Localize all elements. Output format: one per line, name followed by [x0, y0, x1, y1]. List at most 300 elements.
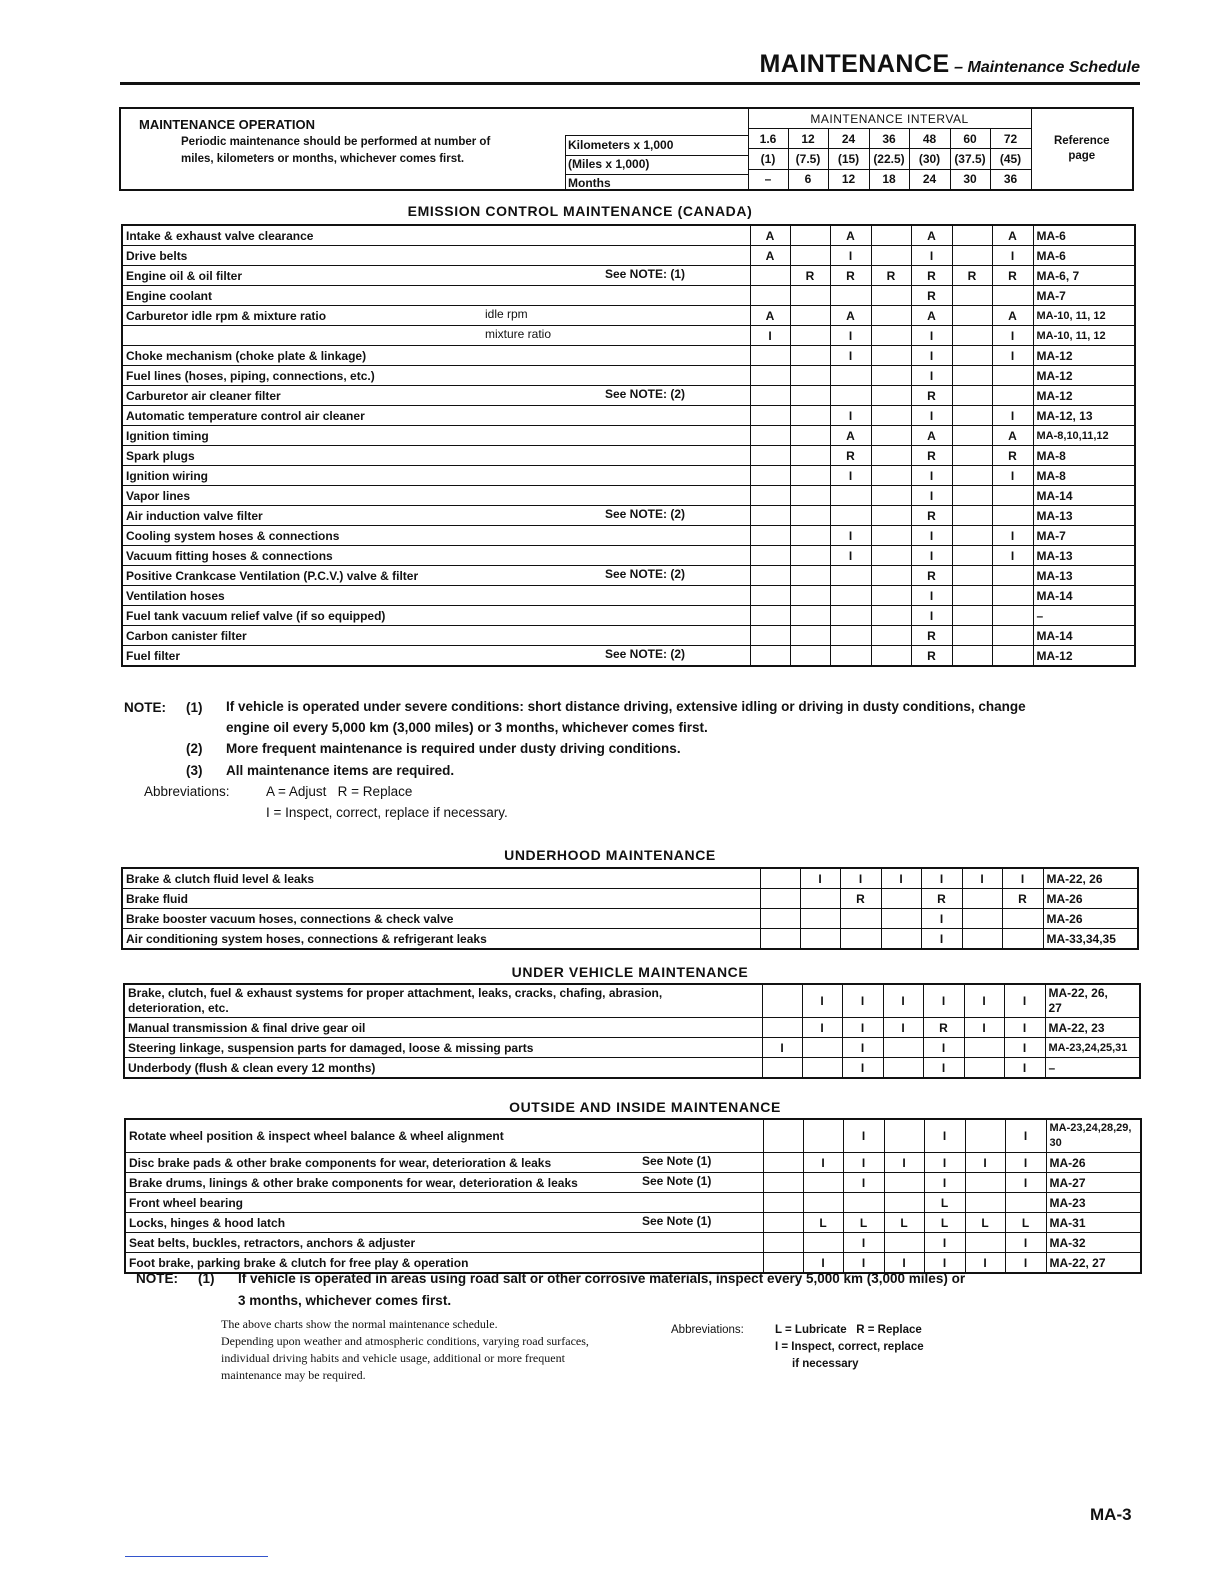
miles-value: (37.5)	[950, 149, 990, 169]
table-row	[122, 446, 1135, 466]
item-cell	[122, 426, 750, 446]
item-cell	[124, 1018, 762, 1038]
reference-page: MA-10, 11, 12	[1036, 309, 1106, 322]
item-cell	[125, 1153, 763, 1173]
footer-abbr-3: if necessary	[792, 1358, 859, 1370]
item-label: Front wheel bearing	[129, 1195, 244, 1210]
outside-inside-section-title: OUTSIDE AND INSIDE MAINTENANCE	[509, 1099, 781, 1115]
interval-cell	[871, 526, 911, 546]
interval-cell: I	[924, 1173, 965, 1193]
footer-abbr-label: Abbreviations:	[671, 1324, 744, 1336]
interval-cell	[830, 486, 871, 506]
item-cell	[122, 266, 750, 286]
footer-line-1: The above charts show the normal maintenance schedule.	[221, 1317, 498, 1331]
reference-page: MA-26	[1046, 911, 1083, 926]
footer-line-4: maintenance may be required.	[221, 1368, 366, 1382]
interval-cell: A	[911, 225, 952, 246]
interval-cell: I	[992, 246, 1033, 266]
interval-cell: I	[911, 586, 952, 606]
item-label-line-2: deterioration, etc.	[128, 1001, 229, 1015]
reference-page: MA-12	[1036, 388, 1073, 403]
interval-cell	[762, 1058, 802, 1079]
item-cell	[122, 526, 750, 546]
interval-cell: A	[830, 426, 871, 446]
table-row	[122, 366, 1135, 386]
km-value: 36	[869, 129, 909, 149]
reference-page: –	[1036, 608, 1044, 623]
reference-page-cell	[1033, 366, 1135, 386]
months-value: 12	[828, 169, 869, 190]
interval-cell: I	[924, 1233, 965, 1253]
page-title-main: MAINTENANCE	[759, 50, 950, 78]
reference-page-cell	[1033, 506, 1135, 526]
table-row	[122, 486, 1135, 506]
interval-cell: R	[911, 386, 952, 406]
interval-cell	[992, 506, 1033, 526]
reference-page-cell	[1033, 486, 1135, 506]
interval-cell: A	[750, 246, 790, 266]
table-row	[124, 1058, 1140, 1079]
interval-cell	[964, 1038, 1004, 1058]
interval-cell	[760, 868, 800, 889]
interval-cell	[750, 346, 790, 366]
item-cell	[122, 286, 750, 306]
reference-page: –	[1048, 1060, 1056, 1075]
miles-value: (22.5)	[869, 149, 909, 169]
interval-cell: I	[762, 1038, 802, 1058]
interval-cell	[881, 889, 921, 909]
item-label: Disc brake pads & other brake components for wear, deterioration & leaks	[129, 1155, 552, 1170]
note2-1-text-b: 3 months, whichever comes first.	[238, 1293, 452, 1308]
interval-cell	[843, 1193, 884, 1213]
interval-cell: I	[1004, 1058, 1045, 1079]
interval-cell: I	[750, 326, 790, 346]
operation-cell	[120, 108, 748, 190]
item-label: Drive belts	[126, 248, 188, 263]
note2-1-text-a: If vehicle is operated in areas using road salt or other corrosive materials, inspect every 5,000 km (3,000 miles) or	[238, 1271, 966, 1286]
item-sub-label: idle rpm	[485, 307, 528, 321]
miles-value: (15)	[828, 149, 869, 169]
interval-cell	[790, 286, 830, 306]
item-cell	[122, 606, 750, 626]
interval-cell	[1002, 929, 1043, 950]
table-row	[122, 386, 1135, 406]
under-vehicle-table	[123, 983, 1141, 1079]
outside-inside-body	[125, 1119, 1141, 1273]
interval-cell: I	[1004, 1018, 1045, 1038]
note2-label: NOTE:	[136, 1271, 178, 1286]
interval-cell	[871, 326, 911, 346]
interval-cell	[763, 1119, 803, 1153]
footer-line-2: Depending upon weather and atmospheric conditions, varying road surfaces,	[221, 1334, 589, 1348]
interval-cell: R	[911, 286, 952, 306]
item-cell	[122, 386, 750, 406]
table-row	[122, 326, 1135, 346]
item-label: Fuel tank vacuum relief valve (if so equipped)	[126, 608, 386, 623]
interval-cell: I	[911, 466, 952, 486]
interval-cell	[790, 366, 830, 386]
interval-cell	[992, 566, 1033, 586]
reference-page-cell	[1033, 386, 1135, 406]
reference-page-cell	[1033, 586, 1135, 606]
interval-cell: I	[1002, 868, 1043, 889]
reference-page: MA-31	[1049, 1215, 1086, 1230]
item-label: Underbody (flush & clean every 12 months)	[128, 1060, 376, 1075]
item-cell	[122, 909, 760, 929]
interval-cell: I	[843, 1233, 884, 1253]
interval-cell	[750, 446, 790, 466]
reference-label-1: Reference	[1053, 135, 1110, 147]
months-value: 6	[788, 169, 828, 190]
note-2-number: (2)	[186, 741, 203, 756]
note-1-number: (1)	[186, 700, 203, 715]
reference-page-cell	[1033, 346, 1135, 366]
reference-page-cell	[1033, 466, 1135, 486]
interval-cell	[992, 646, 1033, 667]
item-label: Ignition timing	[126, 428, 209, 443]
item-cell	[124, 1038, 762, 1058]
interval-cell	[962, 929, 1002, 950]
reference-page: MA-22, 26,	[1048, 986, 1108, 1000]
item-cell	[122, 626, 750, 646]
interval-cell: I	[843, 1153, 884, 1173]
interval-cell: L	[924, 1213, 965, 1233]
reference-page-cell	[1043, 889, 1138, 909]
emission-section-title: EMISSION CONTROL MAINTENANCE (CANADA)	[407, 203, 753, 219]
interval-cell: I	[911, 246, 952, 266]
interval-cell: I	[921, 909, 962, 929]
reference-page-cell	[1045, 1038, 1140, 1058]
title-rule	[120, 82, 1140, 85]
interval-cell: I	[911, 406, 952, 426]
interval-cell	[830, 386, 871, 406]
table-row	[122, 406, 1135, 426]
interval-cell	[803, 1233, 843, 1253]
item-label: Steering linkage, suspension parts for damaged, loose & missing parts	[128, 1040, 534, 1055]
interval-cell	[992, 626, 1033, 646]
table-row	[125, 1233, 1141, 1253]
km-value: 1.6	[748, 129, 788, 149]
item-cell	[122, 486, 750, 506]
table-row	[122, 626, 1135, 646]
km-value: 12	[788, 129, 828, 149]
reference-page-cell	[1033, 326, 1135, 346]
interval-cell	[871, 566, 911, 586]
interval-cell: I	[843, 1173, 884, 1193]
item-cell	[125, 1193, 763, 1213]
reference-page: MA-7	[1036, 528, 1066, 543]
interval-cell	[790, 306, 830, 326]
interval-cell: I	[830, 406, 871, 426]
item-note-reference: See NOTE: (2)	[605, 567, 686, 581]
interval-cell	[883, 1058, 923, 1079]
interval-cell: I	[923, 984, 964, 1018]
table-row	[122, 546, 1135, 566]
interval-cell: I	[803, 1153, 843, 1173]
item-cell	[122, 406, 750, 426]
interval-cell: I	[965, 1253, 1005, 1274]
interval-cell: R	[911, 566, 952, 586]
reference-page-cell	[1043, 909, 1138, 929]
item-label: Carburetor air cleaner filter	[126, 388, 281, 403]
interval-cell: R	[952, 266, 992, 286]
reference-page: MA-27	[1049, 1175, 1086, 1190]
interval-cell	[952, 306, 992, 326]
footer-line-3: individual driving habits and vehicle usage, additional or more frequent	[221, 1351, 565, 1365]
table-row	[122, 286, 1135, 306]
interval-cell: I	[802, 1018, 842, 1038]
item-cell	[124, 984, 762, 1018]
table-row	[122, 586, 1135, 606]
item-note-reference: See Note (1)	[642, 1174, 712, 1188]
interval-cell	[750, 466, 790, 486]
interval-cell	[803, 1193, 843, 1213]
item-cell	[124, 1058, 762, 1079]
interval-cell: I	[883, 1018, 923, 1038]
interval-cell	[803, 1173, 843, 1193]
reference-page: MA-13	[1036, 508, 1073, 523]
interval-cell: I	[924, 1119, 965, 1153]
item-label: Brake & clutch fluid level & leaks	[126, 871, 315, 886]
interval-cell	[803, 1119, 843, 1153]
miles-value: (7.5)	[788, 149, 828, 169]
interval-cell	[840, 929, 881, 950]
interval-cell	[871, 546, 911, 566]
reference-page: MA-12	[1036, 648, 1073, 663]
km-value: 24	[828, 129, 869, 149]
interval-cell	[790, 646, 830, 667]
reference-page: MA-6, 7	[1036, 268, 1080, 283]
table-row	[122, 466, 1135, 486]
page-number: MA-3	[1090, 1505, 1132, 1524]
table-row	[122, 506, 1135, 526]
interval-cell: I	[911, 366, 952, 386]
item-label: Air induction valve filter	[126, 508, 263, 523]
table-row	[125, 1213, 1141, 1233]
interval-cell: I	[911, 346, 952, 366]
interval-cell	[871, 225, 911, 246]
reference-page: MA-8	[1036, 468, 1066, 483]
interval-cell	[1002, 909, 1043, 929]
interval-cell: R	[992, 446, 1033, 466]
interval-cell	[830, 286, 871, 306]
interval-cell	[965, 1119, 1005, 1153]
item-label: Foot brake, parking brake & clutch for free play & operation	[129, 1255, 469, 1270]
interval-cell	[952, 466, 992, 486]
interval-cell	[750, 366, 790, 386]
interval-cell	[952, 406, 992, 426]
months-label: Months	[565, 175, 748, 190]
interval-cell: I	[923, 1038, 964, 1058]
reference-page-cell	[1033, 306, 1135, 326]
note-label: NOTE:	[124, 700, 166, 715]
table-row	[122, 526, 1135, 546]
abbr-label-1: Abbreviations:	[144, 784, 230, 799]
interval-cell	[883, 1038, 923, 1058]
months-value: 36	[990, 169, 1031, 190]
interval-cell	[952, 546, 992, 566]
reference-page-cell	[1033, 526, 1135, 546]
interval-cell: I	[883, 984, 923, 1018]
interval-cell: A	[750, 306, 790, 326]
interval-cell	[763, 1173, 803, 1193]
item-label: Carburetor idle rpm & mixture ratio	[126, 308, 327, 323]
interval-cell	[952, 286, 992, 306]
emission-body	[122, 225, 1135, 666]
interval-cell: I	[992, 466, 1033, 486]
item-cell	[122, 868, 760, 889]
item-label: Spark plugs	[126, 448, 195, 463]
interval-cell: A	[830, 225, 871, 246]
interval-cell	[871, 606, 911, 626]
footer-abbr-2: I = Inspect, correct, replace	[775, 1341, 924, 1353]
interval-cell	[750, 426, 790, 446]
interval-cell	[871, 466, 911, 486]
table-row	[122, 266, 1135, 286]
interval-cell	[952, 446, 992, 466]
interval-cell: I	[881, 868, 921, 889]
interval-cell: I	[964, 1018, 1004, 1038]
reference-page: MA-23,24,28,29,	[1049, 1122, 1132, 1134]
item-label: Cooling system hoses & connections	[126, 528, 340, 543]
item-note-reference: See NOTE: (2)	[605, 507, 686, 521]
interval-cell	[790, 606, 830, 626]
interval-cell: L	[1005, 1213, 1046, 1233]
item-label: Engine oil & oil filter	[126, 268, 243, 283]
interval-cell: A	[911, 426, 952, 446]
interval-cell	[830, 606, 871, 626]
interval-cell: I	[1005, 1173, 1046, 1193]
interval-cell: I	[911, 526, 952, 546]
interval-cell	[992, 486, 1033, 506]
underhood-body	[122, 868, 1138, 949]
table-row	[125, 1193, 1141, 1213]
interval-cell: I	[1005, 1233, 1046, 1253]
interval-cell	[750, 546, 790, 566]
item-label: Fuel lines (hoses, piping, connections, etc.)	[126, 368, 375, 383]
interval-cell	[952, 586, 992, 606]
page-title-sub: – Maintenance Schedule	[954, 59, 1140, 76]
reference-label-2: page	[1068, 150, 1096, 162]
interval-cell: A	[911, 306, 952, 326]
interval-cell: L	[924, 1193, 965, 1213]
interval-cell: I	[830, 546, 871, 566]
interval-cell	[830, 506, 871, 526]
interval-cell	[790, 506, 830, 526]
interval-cell: I	[921, 868, 962, 889]
interval-cell	[790, 346, 830, 366]
reference-page: MA-23	[1049, 1195, 1086, 1210]
item-label: Vacuum fitting hoses & connections	[126, 548, 333, 563]
interval-cell: R	[911, 626, 952, 646]
emission-table	[121, 224, 1136, 667]
interval-cell: L	[843, 1213, 884, 1233]
interval-cell: I	[842, 1058, 883, 1079]
reference-page-cell	[1033, 406, 1135, 426]
reference-page-cell	[1046, 1213, 1141, 1233]
km-value: 48	[909, 129, 950, 149]
interval-cell: R	[921, 889, 962, 909]
interval-cell	[952, 646, 992, 667]
interval-cell	[790, 526, 830, 546]
outside-inside-table	[124, 1118, 1142, 1274]
interval-cell: R	[871, 266, 911, 286]
interval-cell: I	[924, 1153, 965, 1173]
reference-page-cell	[1046, 1119, 1141, 1153]
item-note-reference: See Note (1)	[642, 1214, 712, 1228]
footer-abbr-1: L = Lubricate R = Replace	[775, 1324, 922, 1336]
interval-cell: R	[911, 646, 952, 667]
miles-value: (30)	[909, 149, 950, 169]
interval-cell: I	[842, 984, 883, 1018]
reference-page-cell	[1045, 1018, 1140, 1038]
interval-cell	[763, 1153, 803, 1173]
interval-cell: L	[884, 1213, 924, 1233]
item-cell	[125, 1213, 763, 1233]
interval-cell: I	[911, 486, 952, 506]
table-row	[122, 909, 1138, 929]
table-row	[122, 606, 1135, 626]
reference-page-cell	[1033, 626, 1135, 646]
interval-cell	[992, 286, 1033, 306]
interval-cell	[871, 426, 911, 446]
page-bottom-rule	[125, 1556, 268, 1557]
operation-desc-1: Periodic maintenance should be performed at number of	[181, 136, 491, 148]
item-label: Brake drums, linings & other brake components for wear, deterioration & leaks	[129, 1175, 578, 1190]
underhood-section-title: UNDERHOOD MAINTENANCE	[504, 847, 716, 863]
reference-page-cell	[1043, 868, 1138, 889]
interval-cell: L	[803, 1213, 843, 1233]
interval-cell	[965, 1233, 1005, 1253]
miles-value: (1)	[748, 149, 788, 169]
interval-cell	[884, 1193, 924, 1213]
interval-cell	[790, 406, 830, 426]
item-cell	[122, 366, 750, 386]
item-label: Fuel filter	[126, 648, 181, 663]
interval-cell: R	[911, 506, 952, 526]
interval-cell	[871, 246, 911, 266]
interval-cell	[992, 586, 1033, 606]
item-label: Locks, hinges & hood latch	[129, 1215, 286, 1230]
item-note-reference: See NOTE: (2)	[605, 387, 686, 401]
reference-page: MA-22, 26	[1046, 871, 1103, 886]
footer-description	[221, 1316, 589, 1384]
reference-page-line-2: 27	[1048, 1001, 1062, 1015]
interval-cell	[871, 646, 911, 667]
item-label: Engine coolant	[126, 288, 213, 303]
interval-cell	[952, 566, 992, 586]
reference-page-cell	[1033, 286, 1135, 306]
item-cell	[122, 225, 750, 246]
item-cell	[122, 446, 750, 466]
item-cell	[122, 889, 760, 909]
reference-page-cell	[1033, 546, 1135, 566]
interval-cell	[952, 346, 992, 366]
table-row	[122, 566, 1135, 586]
interval-cell	[871, 286, 911, 306]
interval-cell	[750, 386, 790, 406]
interval-cell: I	[911, 326, 952, 346]
item-label: Positive Crankcase Ventilation (P.C.V.) valve & filter	[126, 568, 419, 583]
note-3-text: All maintenance items are required.	[226, 763, 455, 778]
interval-cell: I	[911, 606, 952, 626]
item-cell	[122, 929, 760, 950]
interval-cell	[952, 366, 992, 386]
interval-cell: A	[830, 306, 871, 326]
reference-page: MA-6	[1036, 228, 1066, 243]
underhood-table	[121, 867, 1139, 950]
reference-page: MA-13	[1036, 548, 1073, 563]
